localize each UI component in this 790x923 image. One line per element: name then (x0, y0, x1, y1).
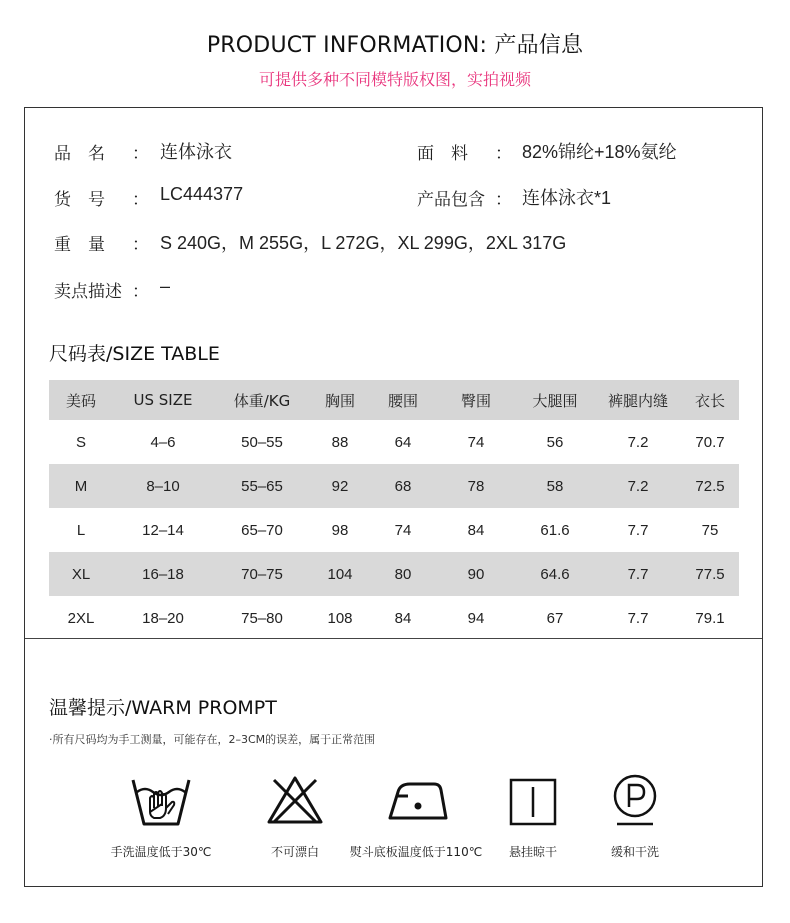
table-cell: 7.2 (627, 433, 649, 451)
table-cell: 84 (467, 521, 485, 539)
includes-separator: ： (495, 190, 512, 210)
header-cell: 裤腿内缝 (595, 380, 681, 420)
table-cell: 79.1 (695, 609, 725, 627)
table-row (49, 508, 739, 552)
iron-low-temp-icon (388, 774, 448, 828)
table-cell: 84 (394, 609, 412, 627)
table-cell: 64 (394, 433, 412, 451)
table-cell: S (75, 433, 86, 451)
name-separator: ： (132, 144, 149, 164)
table-cell: 65–70 (241, 521, 283, 539)
hang-dry-icon (509, 778, 557, 830)
size-table-title: 尺码表/SIZE TABLE (49, 343, 220, 365)
page-subtitle: 可提供多种不同模特版权图，实拍视频 (258, 70, 531, 89)
table-cell: 64.6 (515, 552, 595, 596)
table-cell: 67 (546, 609, 564, 627)
table-cell: 70–75 (213, 552, 311, 596)
fabric-value: 82%锦纶+18%氨纶 (522, 142, 677, 162)
table-cell: 56 (546, 433, 564, 451)
table-cell: 92 (311, 464, 369, 508)
header-cell: 胸围 (311, 380, 369, 420)
hand-wash-label: 手洗温度低于30℃ (110, 845, 212, 859)
table-row (49, 464, 739, 508)
do-not-bleach-label: 不可漂白 (270, 845, 319, 859)
do-not-bleach-icon (266, 774, 324, 830)
iron-low-temp-label: 熨斗底板温度低于110℃ (349, 845, 483, 859)
table-cell: L (76, 521, 86, 539)
table-row (49, 420, 739, 464)
table-cell: 2XL (67, 609, 95, 627)
table-cell: 7.7 (627, 521, 649, 539)
table-cell: 58 (515, 464, 595, 508)
table-cell: 77.5 (681, 552, 739, 596)
table-cell: 90 (437, 552, 515, 596)
table-cell: 80 (369, 552, 437, 596)
table-cell: 4–6 (150, 433, 176, 451)
table-cell: 88 (331, 433, 349, 451)
gentle-dry-clean-icon (611, 772, 659, 832)
hang-dry-label: 悬挂晾干 (508, 845, 557, 859)
table-cell: 68 (369, 464, 437, 508)
header-cell: 体重/KG (213, 380, 311, 420)
selling-points-separator: ： (132, 282, 149, 302)
measurement-note: ·所有尺码均为手工测量，可能存在，2–3CM的误差，属于正常范围 (49, 733, 376, 746)
table-cell: 61.6 (540, 521, 570, 539)
hand-wash-icon (130, 774, 192, 834)
table-cell: 18–20 (142, 609, 184, 627)
table-cell: 74 (394, 521, 412, 539)
table-cell: 55–65 (213, 464, 311, 508)
weight-value: S 240G，M 255G，L 272G，XL 299G，2XL 317G (160, 233, 567, 253)
table-cell: 70.7 (695, 433, 725, 451)
item-no-separator: ： (132, 190, 149, 210)
size-table-header-row (49, 380, 739, 420)
page-title: PRODUCT INFORMATION: 产品信息 (206, 33, 584, 58)
header-cell: 腰围 (369, 380, 437, 420)
table-cell: 8–10 (113, 464, 213, 508)
fabric-separator: ： (495, 144, 512, 164)
header-cell: 美码 (49, 380, 113, 420)
weight-separator: ： (132, 235, 149, 255)
table-cell: 75 (701, 521, 719, 539)
table-cell: M (49, 464, 113, 508)
table-cell: 74 (467, 433, 485, 451)
table-cell: 16–18 (113, 552, 213, 596)
table-cell: 78 (437, 464, 515, 508)
table-cell: 50–55 (241, 433, 283, 451)
warm-prompt-title: 温馨提示/WARM PROMPT (49, 697, 277, 719)
header-cell: 衣长 (681, 380, 739, 420)
header-cell: US SIZE (113, 380, 213, 420)
header-cell: 大腿围 (515, 380, 595, 420)
item-no-value: LC444377 (160, 184, 244, 204)
table-cell: 94 (467, 609, 485, 627)
table-row (49, 552, 739, 596)
table-cell: XL (49, 552, 113, 596)
selling-points-value: – (160, 276, 171, 296)
weight-label: 重 量 (54, 235, 105, 255)
name-value: 连体泳衣 (160, 142, 232, 162)
table-cell: 7.7 (627, 609, 649, 627)
table-cell: 7.2 (595, 464, 681, 508)
table-cell: 12–14 (142, 521, 184, 539)
fabric-label: 面 料 (417, 144, 468, 164)
size-table (49, 380, 739, 640)
gentle-dry-clean-label: 缓和干洗 (610, 845, 659, 859)
item-no-label: 货 号 (54, 190, 105, 210)
includes-value: 连体泳衣*1 (522, 188, 612, 208)
selling-points-label: 卖点描述 (54, 282, 122, 302)
table-row (49, 596, 739, 640)
includes-label: 产品包含 (417, 190, 485, 210)
table-cell: 98 (331, 521, 349, 539)
table-cell: 75–80 (241, 609, 283, 627)
table-cell: 7.7 (595, 552, 681, 596)
name-label: 品 名 (54, 144, 105, 164)
table-cell: 104 (311, 552, 369, 596)
table-cell: 72.5 (681, 464, 739, 508)
header-cell: 臀围 (437, 380, 515, 420)
table-cell: 108 (327, 609, 353, 627)
